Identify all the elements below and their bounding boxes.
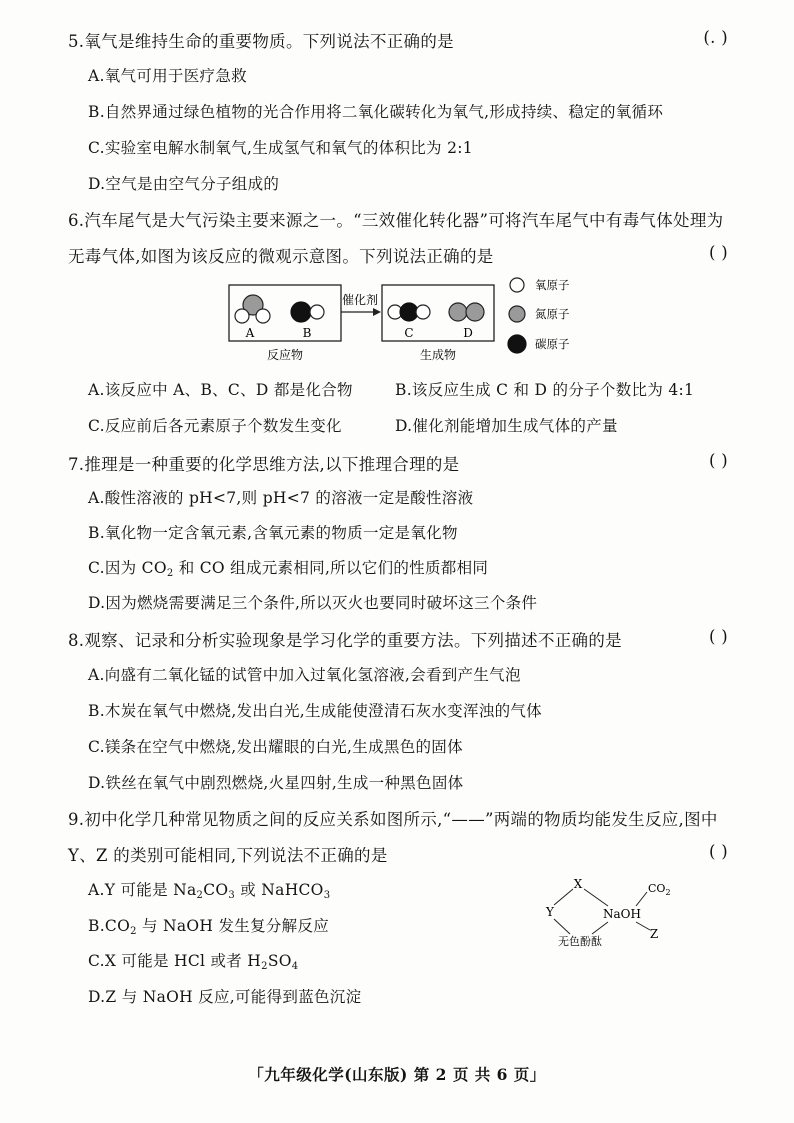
oxygen-atom: [235, 309, 249, 323]
legend-nitrogen-icon: [509, 306, 525, 322]
legend-carbon-icon: [508, 335, 526, 353]
node-x: X: [573, 877, 583, 891]
q9-relation-diagram: [540, 872, 690, 962]
q5-stem: 5.氧气是维持生命的重要物质。下列说法不正确的是 (. ): [68, 28, 728, 51]
q8-option-b: B.木炭在氧气中燃烧,发出白光,生成能使澄清石灰水变浑浊的气体: [88, 702, 542, 720]
q6-option-a: A.该反应中 A、B、C、D 都是化合物: [88, 381, 353, 399]
catalyst-label: 催化剂: [341, 293, 379, 307]
q7-option-d: D.因为燃烧需要满足三个条件,所以灭火也要同时破坏这三个条件: [88, 594, 538, 612]
legend-nitrogen: 氮原子: [535, 307, 570, 321]
page-footer: 「九年级化学(山东版) 第 2 页 共 6 页」: [248, 1065, 546, 1084]
label-b: B: [302, 326, 312, 340]
q6-reaction-diagram: [225, 275, 605, 370]
oxygen-atom: [256, 309, 270, 323]
q9-option-a: A.Y 可能是 $Na_2CO_3$ 或 NaHCO$_3$: [88, 881, 331, 901]
q9-option-b: $B.CO_2$ 与 NaOH 发生复分解反应: [88, 917, 330, 937]
q6-option-d: D.催化剂能增加生成气体的产量: [395, 417, 618, 435]
q5-option-b: B.自然界通过绿色植物的光合作用将二氧化碳转化为氧气,形成持续、稳定的氧循环: [88, 103, 664, 121]
legend-carbon: 碳原子: [535, 337, 570, 351]
q6-option-b: B.该反应生成 C 和 D 的分子个数比为 4:1: [395, 381, 695, 399]
carbon-atom: [400, 303, 418, 321]
q6-stem-line1: 6.汽车尾气是大气污染主要来源之一。“三效催化转化器”可将汽车尾气中有毒气体处理为: [68, 211, 724, 230]
node-z: Z: [649, 927, 659, 941]
label-d: D: [463, 326, 473, 340]
q8-option-c: C.镁条在空气中燃烧,发出耀眼的白光,生成黑色的固体: [88, 738, 463, 756]
reaction-arrow: [373, 308, 381, 316]
answer-paren: ( ): [708, 451, 728, 470]
q8-option-d: D.铁丝在氧气中剧烈燃烧,火星四射,生成一种黑色固体: [88, 774, 464, 792]
legend-oxygen: 氧原子: [535, 278, 570, 292]
reactants-label: 反应物: [266, 348, 304, 362]
oxygen-atom: [310, 305, 324, 319]
q7-option-a: A.酸性溶液的 pH<7,则 pH<7 的溶液一定是酸性溶液: [88, 489, 474, 507]
q5-option-a: A.氧气可用于医疗急救: [88, 67, 247, 85]
answer-paren: ( ): [708, 627, 728, 646]
node-naoh: NaOH: [603, 907, 641, 921]
answer-paren: ( ): [708, 243, 728, 262]
q9-stem-line1: 9.初中化学几种常见物质之间的反应关系如图所示,“——”两端的物质均能发生反应,图中: [68, 810, 718, 829]
q9-option-d: D.Z 与 NaOH 反应,可能得到蓝色沉淀: [88, 988, 362, 1006]
node-indicator: 无色酚酞: [558, 935, 602, 948]
nitrogen-atom: [449, 303, 467, 321]
q7-option-b: B.氧化物一定含氧元素,含氧元素的物质一定是氧化物: [88, 524, 458, 542]
answer-paren: ( ): [708, 842, 728, 861]
q8-stem: 8.观察、记录和分析实验现象是学习化学的重要方法。下列描述不正确的是 ( ): [68, 627, 728, 650]
q9-option-c: C.X 可能是 HCl 或者 $H_2SO_4$: [88, 952, 299, 972]
q5-option-d: D.空气是由空气分子组成的: [88, 175, 280, 193]
legend-oxygen-icon: [510, 278, 524, 292]
carbon-atom: [291, 302, 311, 322]
products-label: 生成物: [419, 348, 457, 362]
q7-stem: 7.推理是一种重要的化学思维方法,以下推理合理的是 ( ): [68, 451, 728, 474]
label-c: C: [404, 326, 414, 340]
node-co2: $CO_2$: [648, 882, 671, 897]
q6-stem-line2: 无毒气体,如图为该反应的微观示意图。下列说法正确的是 ( ): [68, 243, 728, 266]
node-y: Y: [546, 905, 554, 919]
oxygen-atom: [416, 305, 430, 319]
label-a: A: [245, 326, 255, 340]
q6-option-c: C.反应前后各元素原子个数发生变化: [88, 417, 342, 435]
nitrogen-atom: [466, 303, 484, 321]
answer-paren: (. ): [703, 28, 728, 47]
q8-option-a: A.向盛有二氧化锰的试管中加入过氧化氢溶液,会看到产生气泡: [88, 666, 521, 684]
q5-option-c: C.实验室电解水制氧气,生成氢气和氧气的体积比为 2:1: [88, 139, 473, 157]
q7-option-c: C.因为 $CO_2$ 和 CO 组成元素相同,所以它们的性质都相同: [88, 559, 489, 579]
q9-stem-line2: Y、Z 的类别可能相同,下列说法不正确的是 ( ): [68, 842, 728, 865]
